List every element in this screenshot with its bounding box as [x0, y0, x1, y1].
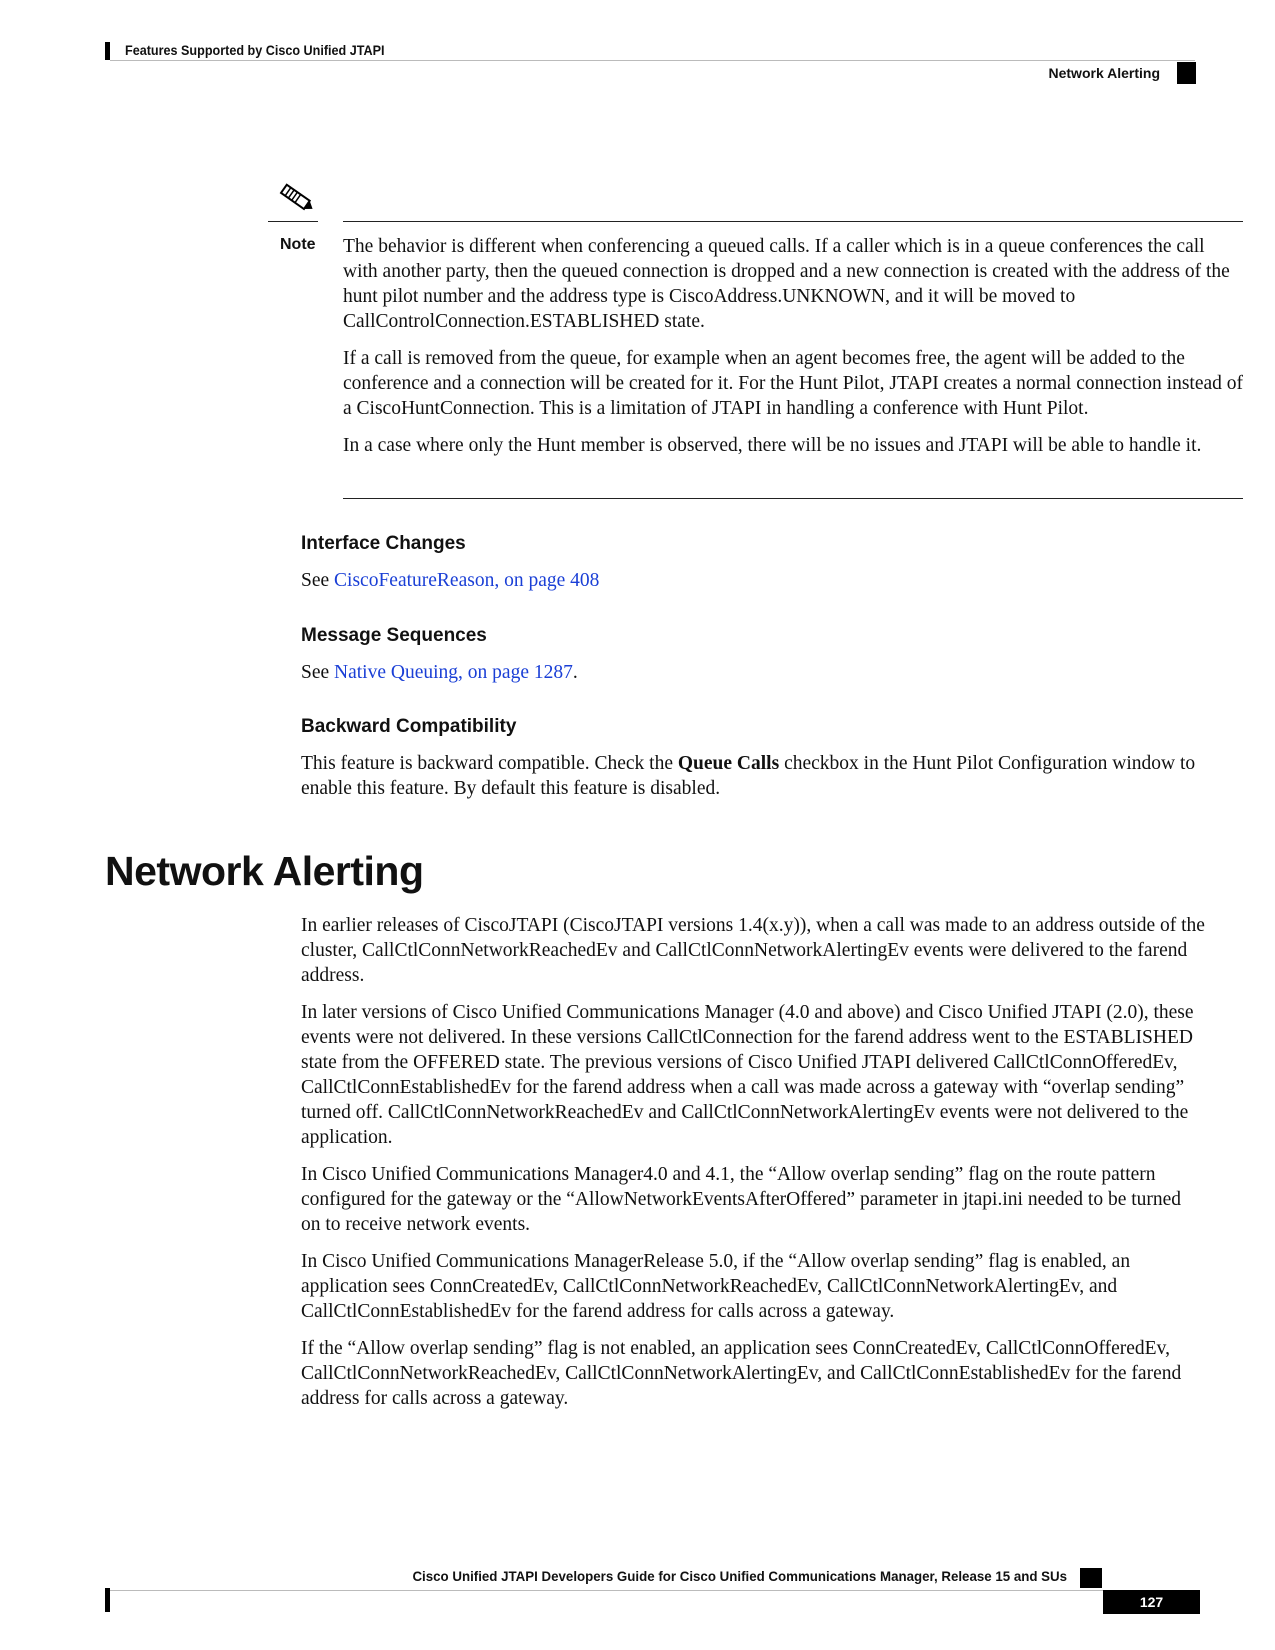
note-paragraph: If a call is removed from the queue, for example when an agent becomes free, the agent will be added to the conference and a connection will be created for it. For the Hunt Pilot, JTAPI creates a normal connection instead of a CiscoHuntConnection. This is a limitation of JTAPI in handling a conference with Hunt Pilot. [343, 348, 1243, 419]
queue-calls-term: Queue Calls [677, 753, 780, 774]
note-bottom-rule [343, 498, 1243, 499]
header-section-title: Network Alerting [1048, 65, 1160, 81]
header-marker-square [1177, 62, 1196, 84]
interface-changes-heading: Interface Changes [301, 533, 466, 554]
note-icon-underline [268, 221, 318, 222]
network-alerting-paragraph: In later versions of Cisco Unified Communications Manager (4.0 and above) and Cisco Unified JTAPI (2.0), these events were not delivered. In these versions CallCtlConnection for the farend address went to the ESTABLISHED state from the OFFERED state. The previous versions of Cisco Unified JTAPI delivered CallCtlConnOfferedEv, CallCtlConnEstablishedEv for the farend address when a call was made across a gateway with “overlap sending” turned off. CallCtlConnNetworkReachedEv and CallCtlConnNetworkAlertingEv events were not delivered to the application. [301, 1002, 1194, 1148]
see-prefix: See [301, 662, 335, 683]
backward-compatibility-heading: Backward Compatibility [301, 716, 517, 737]
network-alerting-title: Network Alerting [105, 848, 424, 894]
header-marker-bar [105, 42, 110, 60]
note-paragraph: The behavior is different when conferencing a queued calls. If a caller which is in a queue conferences the call with another party, then the queued connection is dropped and a new connection is created with the address of the hunt pilot number and the address type is CiscoAddress.UNKNOWN, and it will be moved to CallControlConnection.ESTABLISHED state. [343, 236, 1230, 332]
pencil-note-icon [277, 180, 317, 216]
note-top-rule [343, 221, 1243, 222]
header-rule [110, 60, 1195, 61]
note-label: Note [280, 236, 316, 253]
network-alerting-paragraph: In earlier releases of CiscoJTAPI (CiscoJTAPI versions 1.4(x.y)), when a call was made to an address outside of the cluster, CallCtlConnNetworkReachedEv and CallCtlConnNetworkAlertingEv events were delivered to the farend address. [301, 915, 1205, 986]
link-suffix: . [572, 662, 578, 683]
footer-book-title: Cisco Unified JTAPI Developers Guide for Cisco Unified Communications Manager, Release 15 and SUs [412, 1568, 1067, 1584]
footer-rule [110, 1590, 1195, 1591]
network-alerting-paragraph: In Cisco Unified Communications ManagerRelease 5.0, if the “Allow overlap sending” flag is enabled, an application sees ConnCreatedEv, CallCtlConnNetworkReachedEv, CallCtlConnNetworkAlertingEv, and CallCtlConnEstablishedEv for the farend address for calls across a gateway. [301, 1251, 1131, 1322]
compat-text-after: checkbox in the Hunt Pilot Configuration window to enable this feature. By default this feature is disabled. [301, 753, 1196, 799]
footer-marker-square [1080, 1568, 1102, 1588]
network-alerting-paragraph: If the “Allow overlap sending” flag is not enabled, an application sees ConnCreatedEv, CallCtlConnOfferedEv, CallCtlConnNetworkReachedEv, CallCtlConnNetworkAlertingEv, and CallCtlConnEstablishedEv for the farend address for calls across a gateway. [301, 1338, 1182, 1409]
message-sequences-heading: Message Sequences [301, 625, 487, 646]
note-body [343, 234, 1243, 470]
footer-marker-bar [105, 1588, 110, 1612]
cisco-feature-reason-link[interactable]: CiscoFeatureReason, on page 408 [334, 570, 600, 591]
native-queuing-link[interactable]: Native Queuing, on page 1287 [334, 662, 573, 683]
compat-text-before: This feature is backward compatible. Check the [301, 753, 678, 774]
see-prefix: See [301, 570, 335, 591]
network-alerting-body [301, 913, 1205, 1423]
page-number: 127 [1103, 1590, 1200, 1614]
note-paragraph: In a case where only the Hunt member is observed, there will be no issues and JTAPI will be able to handle it. [343, 435, 1202, 456]
message-sequences-text [301, 660, 1205, 685]
header-chapter-title: Features Supported by Cisco Unified JTAPI [125, 42, 385, 58]
backward-compatibility-text [301, 751, 1205, 801]
network-alerting-paragraph: In Cisco Unified Communications Manager4.0 and 4.1, the “Allow overlap sending” flag on the route pattern configured for the gateway or the “AllowNetworkEventsAfterOffered” parameter in jtapi.ini needed to be turned on to receive network events. [301, 1164, 1182, 1235]
interface-changes-text [301, 568, 1205, 593]
